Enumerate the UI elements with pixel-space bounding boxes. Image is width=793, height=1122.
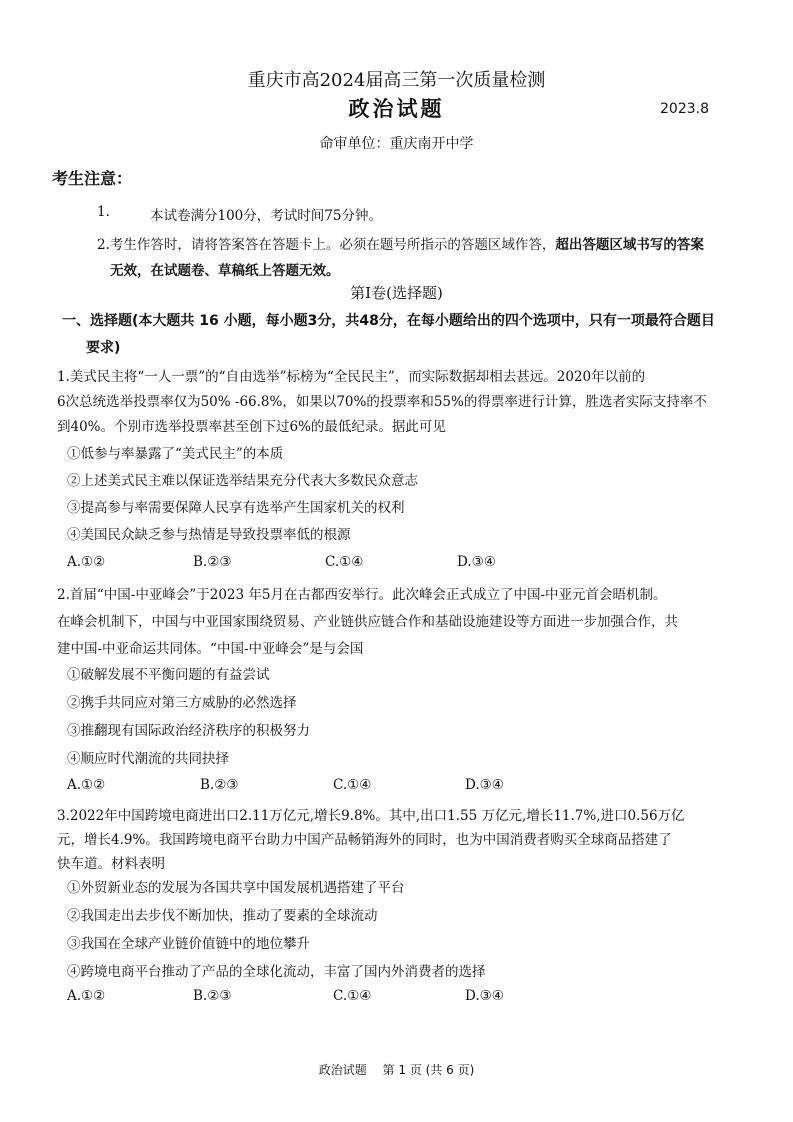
question-stem-line: 到40%。个别市选举投票率甚至创下过6%的最低纪录。据此可见	[57, 419, 446, 435]
question-2-option-d[interactable]: D.③④	[465, 777, 504, 793]
notice-item-1-text: 本试卷满分100分，考试时间75分钟。	[150, 208, 382, 224]
section-heading-line2: 要求)	[86, 340, 121, 356]
question-1-statements	[67, 443, 418, 551]
notice-item-1-number: 1.	[97, 204, 110, 220]
statement: ①破解发展不平衡问题的有益尝试	[67, 667, 270, 683]
question-3-stem	[57, 805, 685, 877]
question-stem-line: 6次总统选举投票率仅为50% -66.8%，如果以70%的投票率和55%的得票率进行计算，胜选者实际支持率不	[57, 394, 707, 410]
question-stem-line: 2.首届“中国-中亚峰会”于2023 年5月在古都西安举行。此次峰会正式成立了中国-中亚元首会晤机制。	[57, 587, 667, 603]
question-2-stem	[57, 584, 678, 665]
question-stem-line: 3.2022年中国跨境电商进出口2.11万亿元,增长9.8%。其中,出口1.55 万亿元,增长11.7%,进口0.56万亿	[57, 808, 685, 824]
statement: ④美国民众缺乏参与热情是导致投票率低的根源	[67, 527, 351, 543]
question-3-option-d[interactable]: D.③④	[465, 988, 504, 1004]
question-2-option-c[interactable]: C.①④	[333, 777, 372, 793]
notice-item-2	[97, 233, 704, 253]
statement: ①低参与率暴露了“美式民主”的本质	[67, 446, 284, 462]
statement: ②上述美式民主难以保证选举结果充分代表大多数民众意志	[67, 473, 418, 489]
statement: ②我国走出去步伐不断加快，推动了要素的全球流动	[67, 908, 378, 924]
statement: ③我国在全球产业链价值链中的地位攀升	[67, 936, 310, 952]
question-3-option-c[interactable]: C.①④	[333, 988, 372, 1004]
subject-title: 政治试题	[348, 97, 445, 121]
question-1-option-d[interactable]: D.③④	[457, 554, 496, 570]
question-3-option-a[interactable]: A.①②	[67, 988, 106, 1004]
question-1-option-a[interactable]: A.①②	[67, 554, 106, 570]
statement: ②携手共同应对第三方威胁的必然选择	[67, 695, 297, 711]
question-1-stem	[57, 366, 707, 441]
question-stem-line: 建中国-中亚命运共同体。“中国-中亚峰会”是与会国	[57, 641, 364, 657]
question-3-statements	[67, 877, 486, 989]
question-2-statements	[67, 664, 310, 776]
statement: ③提高参与率需要保障人民享有选举产生国家机关的权利	[67, 500, 405, 516]
question-3-option-b[interactable]: B.②③	[193, 988, 232, 1004]
exam-date: 2023.8	[660, 101, 709, 117]
statement: ①外贸新业态的发展为各国共享中国发展机遇搭建了平台	[67, 880, 405, 896]
question-1-option-c[interactable]: C.①④	[325, 554, 364, 570]
question-stem-line: 在峰会机制下，中国与中亚国家围绕贸易、产业链供应链合作和基础设施建设等方面进一步加强合作，共	[57, 614, 678, 630]
setter-unit: 命审单位：重庆南开中学	[319, 136, 474, 152]
statement: ④跨境电商平台推动了产品的全球化流动，丰富了国内外消费者的选择	[67, 964, 486, 980]
statement: ③推翻现有国际政治经济秩序的积极努力	[67, 723, 310, 739]
notice-item-2-line2: 无效，在试题卷、草稿纸上答题无效。	[110, 263, 340, 279]
statement: ④顺应时代潮流的共同抉择	[67, 751, 229, 767]
notice-heading: 考生注意：	[52, 169, 133, 188]
question-stem-line: 1.美式民主将“一人一票”的“自由选举”标榜为“全民民主”，而实际数据却相去甚远。2020年以前的	[57, 369, 646, 385]
question-1-option-b[interactable]: B.②③	[193, 554, 232, 570]
notice-item-2-emphasis: 超出答题区域书写的答案	[555, 237, 704, 253]
question-stem-line: 元，增长4.9%。我国跨境电商平台助力中国产品畅销海外的同时，也为中国消费者购买全球商品搭建了	[57, 832, 672, 848]
section-heading-line1: 一、选择题(本大题共 16 小题，每小题3分，共48分，在每小题给出的四个选项中，只有一项最符合题目	[62, 313, 715, 329]
notice-item-2-text: 2.考生作答时，请将答案答在答题卡上。必须在题号所指示的答题区域作答，	[97, 237, 556, 253]
volume-title: 第Ⅰ卷(选择题)	[350, 284, 443, 302]
question-2-option-b[interactable]: B.②③	[200, 777, 239, 793]
question-stem-line: 快车道。材料表明	[57, 856, 165, 872]
question-2-option-a[interactable]: A.①②	[67, 777, 106, 793]
exam-title: 重庆市高2024届高三第一次质量检测	[247, 70, 546, 91]
page-footer: 政治试题 第 1 页 (共 6 页)	[318, 1063, 475, 1077]
